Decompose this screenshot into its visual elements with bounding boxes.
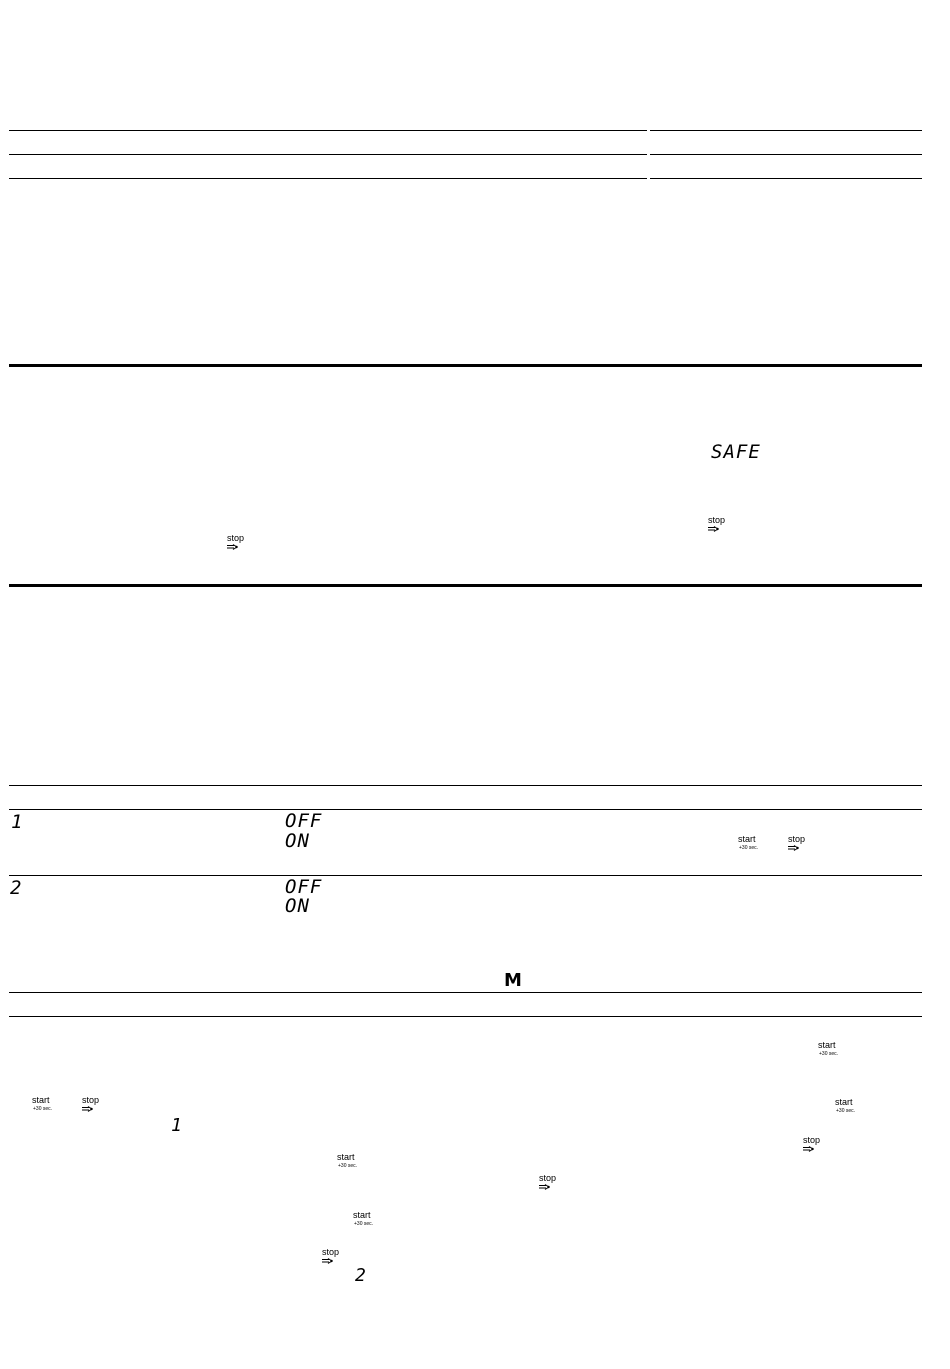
start-sub-label: +30 sec.	[354, 1221, 374, 1227]
start-button[interactable]	[835, 1098, 855, 1114]
stop-label: stop	[322, 1247, 340, 1257]
table-header-rule	[9, 154, 922, 155]
stop-label: stop	[803, 1135, 821, 1145]
stop-arrow-icon	[82, 1106, 94, 1112]
table-top-rule	[9, 992, 922, 993]
section-divider	[9, 584, 922, 587]
start-sub-label: +30 sec.	[33, 1106, 53, 1112]
stop-arrow-icon	[539, 1184, 551, 1190]
stop-label: stop	[788, 834, 806, 844]
start-label: start	[353, 1210, 371, 1220]
table-row-rule	[9, 875, 922, 876]
stop-label: stop	[708, 515, 726, 525]
start-sub-label: +30 sec.	[819, 1051, 839, 1057]
stop-label: stop	[227, 533, 245, 543]
stop-arrow-icon	[322, 1258, 334, 1264]
display-setting-2: 2	[355, 1265, 367, 1286]
display-off: OFF	[285, 810, 323, 832]
stop-label: stop	[539, 1173, 557, 1183]
start-button[interactable]	[353, 1211, 373, 1227]
menu-letter: M	[504, 970, 522, 991]
start-label: start	[818, 1040, 836, 1050]
table-header-rule	[9, 809, 922, 810]
stop-button[interactable]	[539, 1174, 556, 1190]
stop-button[interactable]	[708, 516, 725, 532]
stop-button[interactable]	[82, 1096, 99, 1112]
table-bottom-rule	[9, 178, 922, 179]
start-sub-label: +30 sec.	[739, 845, 759, 851]
display-off: OFF	[285, 876, 323, 898]
table-top-rule	[9, 130, 922, 131]
stop-arrow-icon	[788, 845, 800, 851]
table-top-rule	[9, 785, 922, 786]
start-button[interactable]	[337, 1153, 357, 1169]
stop-arrow-icon	[227, 544, 239, 550]
start-sub-label: +30 sec.	[836, 1108, 856, 1114]
start-label: start	[738, 834, 756, 844]
display-on: ON	[285, 830, 310, 852]
display-setting-2: 2	[10, 877, 23, 899]
display-setting-1: 1	[11, 811, 24, 833]
stop-button[interactable]	[227, 534, 244, 550]
stop-button[interactable]	[788, 835, 805, 851]
display-on: ON	[285, 895, 310, 917]
display-setting-1: 1	[171, 1115, 183, 1136]
start-button[interactable]	[818, 1041, 838, 1057]
start-button[interactable]	[32, 1096, 52, 1112]
start-sub-label: +30 sec.	[338, 1163, 358, 1169]
start-label: start	[337, 1152, 355, 1162]
start-label: start	[32, 1095, 50, 1105]
start-label: start	[835, 1097, 853, 1107]
stop-button[interactable]	[322, 1248, 339, 1264]
start-button[interactable]	[738, 835, 758, 851]
stop-arrow-icon	[708, 526, 720, 532]
stop-button[interactable]	[803, 1136, 820, 1152]
display-safe: SAFE	[711, 441, 761, 463]
table-header-rule	[9, 1016, 922, 1017]
section-divider	[9, 364, 922, 367]
stop-label: stop	[82, 1095, 100, 1105]
stop-arrow-icon	[803, 1146, 815, 1152]
